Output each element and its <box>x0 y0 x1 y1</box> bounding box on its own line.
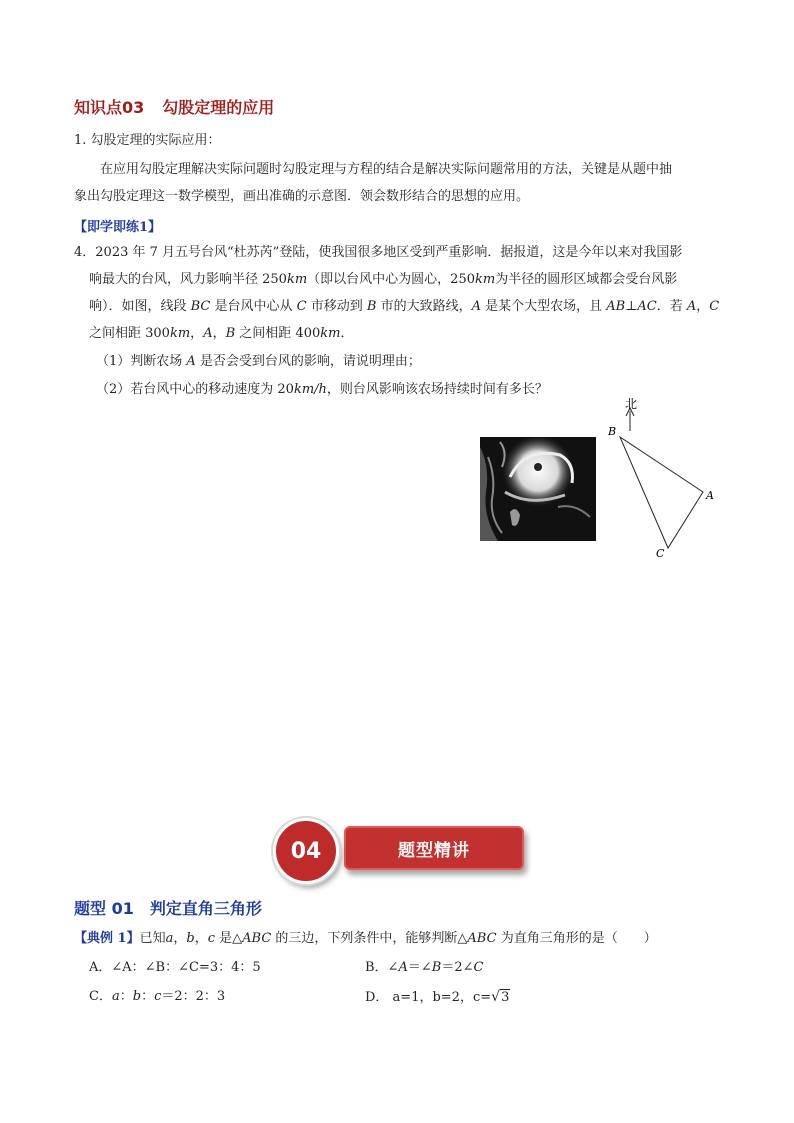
option-c: C．a：b：c＝2：2：3 <box>89 989 226 1004</box>
problem-4-question-2: （2）若台风中心的移动速度为 20km/h，则台风影响该农场持续时间有多长？ <box>96 382 548 397</box>
option-b: B．∠A＝∠B＝2∠C <box>365 960 484 975</box>
vertex-label-c: C <box>656 547 665 560</box>
sqrt-radicand: 3 <box>501 990 510 1005</box>
problem-4-line-4: 之间相距 300km，A，B 之间相距 400km． <box>89 326 354 341</box>
question-type-number: 题型 01 <box>74 899 134 918</box>
problem-4-line-3: 响）．如图，线段 BC 是台风中心从 C 市移动到 B 市的大致路线，A 是某个大型农场，且 AB⊥AC．若 A，C <box>89 299 720 314</box>
section-heading: 1. 勾股定理的实际应用： <box>74 133 221 148</box>
vertex-label-a: A <box>706 489 714 502</box>
knowledge-point-number: 知识点03 <box>74 98 145 117</box>
knowledge-point-title <box>74 95 274 118</box>
option-d: D． a=1，b=2，c=√3 <box>365 989 510 1005</box>
triangle-diagram <box>600 395 720 560</box>
problem-4-question-1: （1）判断农场 A 是否会受到台风的影响，请说明理由； <box>96 354 421 369</box>
section-paragraph-line-2: 象出勾股定理这一数学模型，画出准确的示意图．领会数形结合的思想的应用。 <box>74 189 530 204</box>
north-label: 北 <box>625 397 638 411</box>
question-type-name: 判定直角三角形 <box>149 899 262 918</box>
example-tag: 【典例 1】 <box>74 931 140 946</box>
section-paragraph-line-1: 在应用勾股定理解决实际问题时勾股定理与方程的结合是解决实际问题常用的方法，关键是从题中抽 <box>100 162 673 177</box>
typhoon-satellite-image <box>480 437 596 541</box>
question-type-title <box>74 896 262 919</box>
practice-tag: 【即学即练1】 <box>74 220 162 235</box>
problem-4-line-2: 响最大的台风，风力影响半径 250km（即以台风中心为圆心，250km为半径的圆形区域都会受台风影 <box>89 272 678 287</box>
section-number-badge: 04 <box>273 818 339 884</box>
knowledge-point-name: 勾股定理的应用 <box>162 98 275 117</box>
example-1-stem: 【典例 1】已知a，b，c 是△ABC 的三边，下列条件中，能够判断△ABC 为直角三角形的是（ ） <box>74 931 657 946</box>
problem-4-line-1: 4．2023 年 7 月五号台风“杜苏芮”登陆，使我国很多地区受到严重影响．据报道，这是今年以来对我国影 <box>74 245 683 260</box>
option-a: A．∠A：∠B：∠C=3：4：5 <box>89 960 261 975</box>
vertex-label-b: B <box>608 425 617 438</box>
section-banner: 题型精讲 <box>344 826 524 870</box>
